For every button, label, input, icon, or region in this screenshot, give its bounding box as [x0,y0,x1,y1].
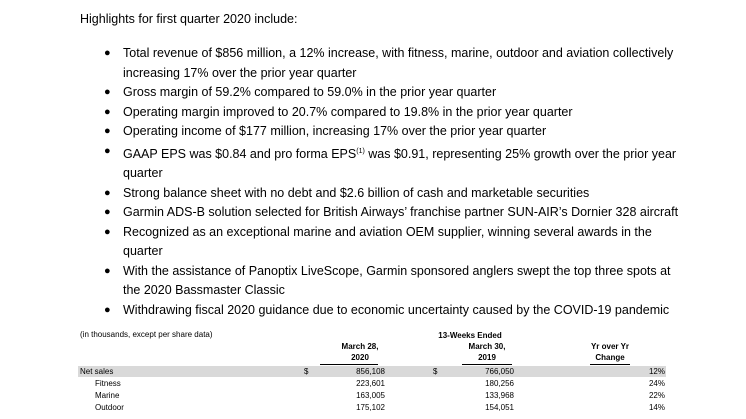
currency-symbol: $ [304,367,309,376]
col-header-change-line1: Yr over Yr [590,342,630,351]
group-header: 13-Weeks Ended [438,331,502,340]
col-header-2020-line2: 2020 [351,353,369,362]
bullet-icon: ● [104,186,111,199]
bullet-text: Strong balance sheet with no debt and $2.6 billion of cash and marketable securities [123,185,590,200]
value-2019: 766,050 [485,367,514,376]
value-2020: 175,102 [356,403,385,412]
bullet-text: GAAP EPS was $0.84 and pro forma EPS [123,146,357,161]
col-header-2019-line1: March 30, [468,342,506,351]
bullet-text: Total revenue of $856 million, a 12% increase, with fitness, marine, outdoor and aviation collectively increasing 17% over the prior year quarter [123,46,674,80]
value-change: 24% [648,379,665,388]
bullet-icon: ● [104,144,111,157]
col-header-2020-line1: March 28, [341,342,379,351]
value-2019: 180,256 [485,379,514,388]
bullet-icon: ● [104,206,111,218]
value-2020: 163,005 [356,391,385,400]
bullet-icon: ● [104,125,111,137]
value-change: 12% [648,367,665,376]
bullet-text: Operating margin improved to 20.7% compared to 19.8% in the prior year quarter [123,104,573,119]
bullet-icon: ● [104,264,111,277]
bullet-text: Garmin ADS-B solution selected for British Airways’ franchise partner SUN-AIR’s Dornier 328 aircraft [123,205,679,219]
value-change: 14% [648,403,665,412]
col-header-change-line2: Change [595,353,625,362]
col-underline [320,364,378,365]
bullet-text: Operating income of $177 million, increasing 17% over the prior year quarter [123,124,547,138]
bullet-icon: ● [104,105,111,118]
value-2019: 133,968 [485,391,514,400]
bullet-icon: ● [104,303,111,316]
value-2020: 856,108 [356,367,385,376]
footnote-marker: (1) [356,147,365,155]
intro-heading: Highlights for first quarter 2020 include: [80,12,298,26]
bullet-icon: ● [104,86,111,98]
col-underline [462,364,512,365]
col-underline [590,364,630,365]
row-label-marine: Marine [95,391,120,400]
bullet-text: Recognized as an exceptional marine and aviation OEM supplier, winning several awards in the quarter [123,224,652,258]
bullet-icon: ● [104,47,111,59]
row-label-outdoor: Outdoor [95,403,124,412]
bullet-text: With the assistance of Panoptix LiveScope, Garmin sponsored anglers swept the top three spots at the 2020 Bassmaster Classic [123,263,671,297]
row-label-net-sales: Net sales [80,367,114,376]
currency-symbol: $ [433,367,438,376]
value-change: 22% [648,391,665,400]
table-note: (in thousands, except per share data) [80,330,213,339]
col-header-2019-line2: 2019 [478,353,496,362]
bullet-text: Gross margin of 59.2% compared to 59.0% in the prior year quarter [123,85,497,99]
bullet-text: was $0.91, representing 25% growth over the prior year quarter [123,146,677,180]
row-label-fitness: Fitness [95,379,121,388]
value-2019: 154,051 [485,403,514,412]
bullet-text: Withdrawing fiscal 2020 guidance due to economic uncertainty caused by the COVID-19 pandemic [123,302,670,317]
bullet-icon: ● [104,225,111,238]
value-2020: 223,601 [356,379,385,388]
